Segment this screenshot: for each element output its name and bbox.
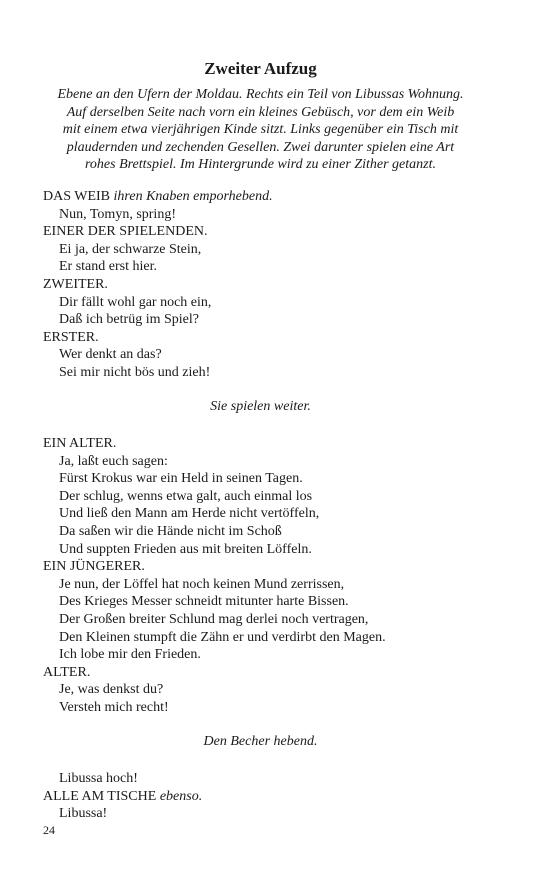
dialogue-scene-1 [43,188,478,382]
verse-line: Sei mir nicht bös und zieh! [59,364,211,380]
stage-direction-line: mit einem etwa vierjährigen Kinde sitzt. Links gegenüber ein Tisch mit [62,122,459,138]
verse-line: Je, was denkst du? [59,682,164,698]
verse-line: Ich lobe mir den Frieden. [59,647,201,663]
speaker-direction: ihren Knaben emporhebend. [113,188,273,204]
speaker-name: DAS WEIB [43,188,111,204]
stage-direction-inline: Sie spielen weiter. [210,398,311,414]
verse-line: Der schlug, wenns etwa galt, auch einmal los [59,488,313,504]
speaker-name: ALLE AM TISCHE [43,788,157,804]
speech-heading [43,788,478,806]
verse-line: Der Großen breiter Schlund mag derlei noch vertragen, [59,612,369,628]
page-body [43,58,478,823]
verse-line: Libussa! [59,806,108,822]
verse-line: Versteh mich recht! [59,700,169,715]
stage-direction-line: plaudernden und zechenden Gesellen. Zwei darunter spielen eine Art [66,139,455,155]
verse-line: Und ließ den Mann am Herde nicht vertöffeln, [59,506,320,522]
stage-direction-line: Auf derselben Seite nach vorn ein kleines Gebüsch, vor dem ein Weib [66,104,455,120]
verse-line: Libussa hoch! [59,771,138,787]
verse-line: Er stand erst hier. [59,259,157,275]
speech-heading [43,188,478,206]
verse-line: Nun, Tomyn, spring! [59,206,176,222]
speaker-name: ERSTER. [43,329,99,345]
verse-line: Dir fällt wohl gar noch ein, [59,294,212,310]
verse-line: Da saßen wir die Hände nicht im Schoß [59,524,282,540]
stage-direction-line: Ebene an den Ufern der Moldau. Rechts ein Teil von Libussas Wohnung. [57,87,464,102]
stage-direction-inline: Den Becher hebend. [203,733,318,749]
speaker-name: ALTER. [43,664,91,680]
verse-line: Wer denkt an das? [59,347,162,363]
speaker-name: EINER DER SPIELENDEN. [43,224,208,240]
dialogue-scene-2 [43,435,478,717]
page-number: 24 [43,823,55,837]
speaker-direction: ebenso. [159,788,203,804]
speaker-name: ZWEITER. [43,276,108,292]
act-title: Zweiter Aufzug [204,59,317,78]
verse-line: Ei ja, der schwarze Stein, [59,241,202,257]
speaker-name: EIN JÜNGERER. [43,559,145,575]
dialogue-scene-3 [43,770,478,823]
verse-line: Je nun, der Löffel hat noch keinen Mund zerrissen, [59,576,345,592]
verse-line: Den Kleinen stumpft die Zähn er und verdirbt den Magen. [59,629,386,645]
speaker-name: EIN ALTER. [43,436,117,452]
verse-line: Und suppten Frieden aus mit breiten Löffeln. [59,541,312,557]
verse-line: Des Krieges Messer schneidt mitunter harte Bissen. [59,594,349,610]
stage-direction-line: rohes Brettspiel. Im Hintergrunde wird zu einer Zither getanzt. [84,157,436,173]
stage-direction [43,86,478,174]
verse-line: Ja, laßt euch sagen: [59,453,168,469]
verse-line: Fürst Krokus war ein Held in seinen Tagen. [59,471,303,487]
verse-line: Daß ich betrüg im Spiel? [59,312,199,328]
